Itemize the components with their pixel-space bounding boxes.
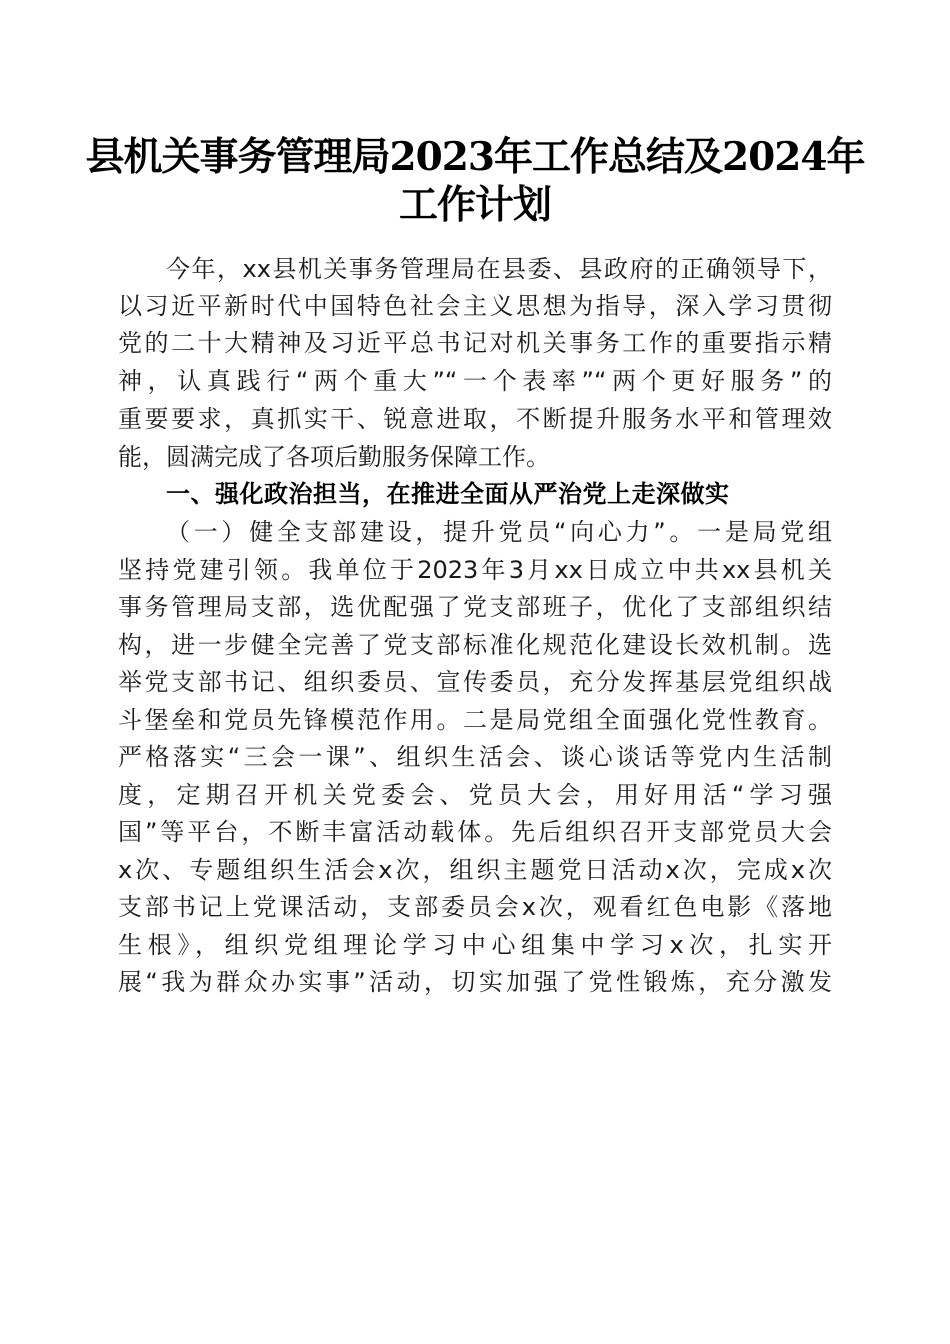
section-paragraph-line: 国”等平台，不断丰富活动载体。先后组织召开支部党员大会	[118, 818, 832, 846]
section-paragraph-line: 度，定期召开机关党委会、党员大会，用好用活“学习强	[118, 781, 832, 809]
intro-paragraph-line: 神，认真践行“两个重大”“一个表率”“两个更好服务”的	[118, 367, 832, 395]
section-paragraph-line: x次、专题组织生活会x次，组织主题党日活动x次，完成x次	[118, 856, 832, 884]
intro-paragraph-line: 重要要求，真抓实干、锐意进取，不断提升服务水平和管理效	[118, 405, 832, 433]
intro-paragraph-line: 能，圆满完成了各项后勤服务保障工作。	[118, 443, 550, 471]
section-paragraph-line: 支部书记上党课活动，支部委员会x次，观看红色电影《落地	[118, 893, 832, 921]
section-paragraph-line: 严格落实“三会一课”、组织生活会、谈心谈话等党内生活制	[118, 743, 832, 771]
document-title-line-1: 县机关事务管理局2023年工作总结及2024年	[85, 134, 865, 180]
section-paragraph-line: 生根》，组织党组理论学习中心组集中学习x次，扎实开	[118, 931, 832, 959]
section-paragraph-line: 举党支部书记、组织委员、宣传委员，充分发挥基层党组织战	[118, 668, 832, 696]
document-title-line-2: 工作计划	[398, 182, 551, 228]
section-paragraph-line: 展“我为群众办实事”活动，切实加强了党性锻炼，充分激发	[118, 968, 832, 996]
intro-paragraph-line: 党的二十大精神及习近平总书记对机关事务工作的重要指示精	[118, 329, 832, 357]
intro-paragraph-line: 今年，xx县机关事务管理局在县委、县政府的正确领导下，	[166, 255, 832, 283]
section-paragraph-line: 斗堡垒和党员先锋模范作用。二是局党组全面强化党性教育。	[118, 706, 832, 734]
section-heading: 一、强化政治担当，在推进全面从严治党上走深做实	[166, 480, 730, 508]
section-paragraph-line: 事务管理局支部，选优配强了党支部班子，优化了支部组织结	[118, 593, 832, 621]
intro-paragraph-line: 以习近平新时代中国特色社会主义思想为指导，深入学习贯彻	[118, 292, 832, 320]
section-paragraph-line: 坚持党建引领。我单位于2023年3月xx日成立中共xx县机关	[118, 556, 832, 584]
section-paragraph-line: 构，进一步健全完善了党支部标准化规范化建设长效机制。选	[118, 631, 832, 659]
section-paragraph-line: （一）健全支部建设，提升党员“向心力”。一是局党组	[166, 518, 832, 546]
